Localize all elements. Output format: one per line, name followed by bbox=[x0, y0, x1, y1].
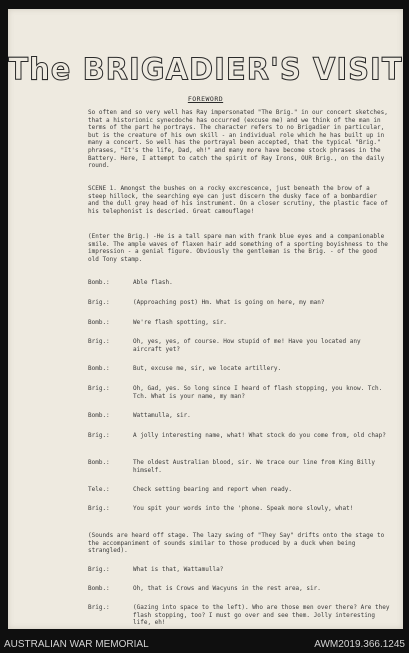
paragraph-entrance: (Enter the Brig.) -He is a tall spare man with frank blue eyes and a companionable smile. The ample waves of flaxen hair add something of a sporting boyishness to the impression - a genial figure. Obviously the gentleman is the Brig. - of the good old Tony stamp. bbox=[88, 233, 388, 263]
archive-footer bbox=[0, 631, 409, 653]
speaker: Bomb.: bbox=[88, 365, 110, 372]
speaker: Brig.: bbox=[88, 505, 110, 512]
speaker: Brig.: bbox=[88, 604, 110, 611]
line-text: Oh, that is Crows and Wacyuns in the rest area, sir. bbox=[133, 585, 321, 592]
line-text: Able flash. bbox=[133, 279, 173, 286]
line-text: (Gazing into space to the left). Who are those men over there? Are they flash stopping, too? I must go over and see them. Jolly interesting life, eh! bbox=[133, 604, 390, 627]
document-page bbox=[8, 9, 403, 629]
speaker: Bomb.: bbox=[88, 585, 110, 592]
accession-number: AWM2019.366.1245 bbox=[314, 639, 405, 650]
line-text: (Sounds are heard off stage. The lazy swing of "They Say" drifts onto the stage to the accompaniment of sounds similar to those produced by a duck when being strangled). bbox=[88, 532, 385, 555]
speaker: Bomb.: bbox=[88, 279, 110, 286]
speaker: Brig.: bbox=[88, 338, 110, 345]
speaker: Brig.: bbox=[88, 385, 110, 392]
archive-name: AUSTRALIAN WAR MEMORIAL bbox=[4, 639, 149, 650]
line-text: Check setting bearing and report when ready. bbox=[133, 486, 292, 493]
line-text: What is that, Wattamulla? bbox=[133, 566, 224, 573]
line-text: But, excuse me, sir, we locate artillery. bbox=[133, 365, 282, 372]
line-text: We're flash spotting, sir. bbox=[133, 319, 227, 326]
line-text: A jolly interesting name, what! What stock do you come from, old chap? bbox=[133, 432, 386, 439]
speaker: Tele.: bbox=[88, 486, 110, 493]
line-text: The oldest Australian blood, sir. We trace our line from King Billy himself. bbox=[133, 459, 376, 474]
speaker: Bomb.: bbox=[88, 412, 110, 419]
line-text: Oh, yes, yes, of course. How stupid of me! Have you located any aircraft yet? bbox=[133, 338, 361, 353]
speaker: Brig.: bbox=[88, 432, 110, 439]
paragraph-intro: So often and so very well has Ray impersonated "The Brig." in our concert sketches, that a historionic synecdoche has occurred (excuse me) and we think of the man in terms of the part he portrays. The character refers to no Brigadier in particular, but is the creature of his own skill - an individual role which he has built up in many a concert. So well has the portrayal been accepted, that the typical "Brig." phrases, "It's the life, Dad, eh!" and many more have become stock phrases in the Battery. Here, I attempt to catch the spirit of Ray Irons, OUR Brig., on the daily round. bbox=[88, 109, 388, 170]
document-title: The BRIGADIER'S VISIT bbox=[8, 51, 403, 87]
line-text: (Approaching post) Hm. What is going on here, my man? bbox=[133, 299, 325, 306]
speaker: Brig.: bbox=[88, 566, 110, 573]
speaker: Bomb.: bbox=[88, 319, 110, 326]
foreword-heading: FOREWORD bbox=[187, 95, 224, 103]
speaker: Bomb.: bbox=[88, 459, 110, 466]
line-text: Wattamulla, sir. bbox=[133, 412, 191, 419]
paragraph-scene: SCENE 1. Amongst the bushes on a rocky excrescence, just beneath the brow of a steep hillock, the searching eye can just discern the dusky face of a bombardier and the dull grey head of his instrument. On a closer scrutiny, the plastic face of his telephonist is descried. Great camouflage! bbox=[88, 185, 388, 215]
line-text: You spit your words into the 'phone. Speak more slowly, what! bbox=[133, 505, 354, 512]
stage-direction bbox=[88, 532, 396, 555]
line-text: Oh, Gad, yes. So long since I heard of flash stopping, you know. Tch. Tch. What is your name, my man? bbox=[133, 385, 383, 400]
speaker: Brig.: bbox=[88, 299, 110, 306]
